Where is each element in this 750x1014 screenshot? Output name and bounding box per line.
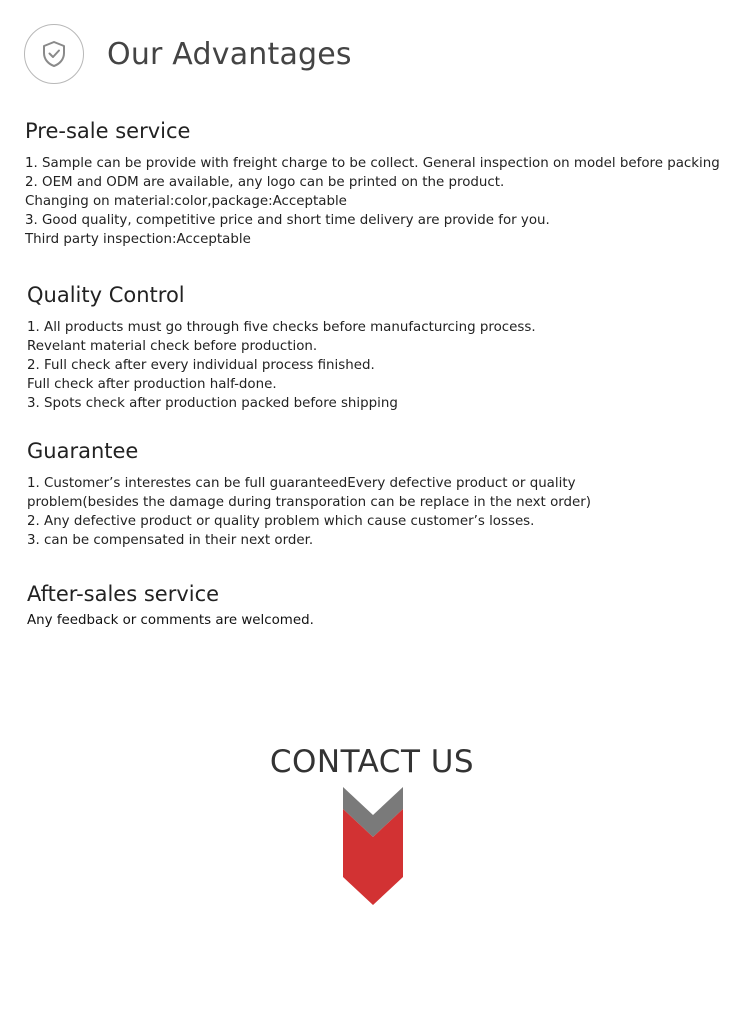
page-header — [24, 22, 352, 86]
section-body — [27, 611, 727, 630]
text-line: 3. can be compensated in their next order. — [27, 533, 314, 548]
section-heading: Pre-sale service — [25, 119, 191, 143]
text-line: 3. Spots check after production packed before shipping — [27, 396, 398, 411]
quality-control-section — [27, 281, 727, 413]
section-body — [27, 474, 727, 550]
text-line: problem(besides the damage during transporation can be replace in the next order) — [27, 495, 591, 510]
section-body — [27, 318, 727, 413]
text-line: 2. Any defective product or quality problem which cause customer’s losses. — [27, 514, 535, 529]
contact-title: CONTACT US — [269, 744, 475, 780]
section-heading: After-sales service — [27, 582, 220, 606]
shield-check-icon — [24, 24, 84, 84]
text-line: Third party inspection:Acceptable — [25, 232, 251, 247]
text-line: Revelant material check before production. — [27, 339, 318, 354]
section-heading: Quality Control — [27, 283, 185, 307]
text-line: Changing on material:color,package:Acceptable — [25, 194, 347, 209]
text-line: 1. Sample can be provide with freight charge to be collect. General inspection on model before packing — [25, 156, 720, 171]
contact-block — [0, 742, 750, 782]
section-body — [25, 154, 725, 249]
text-line: 2. OEM and ODM are available, any logo can be printed on the product. — [25, 175, 505, 190]
section-heading: Guarantee — [27, 439, 139, 463]
chevron-down-icon — [343, 787, 403, 907]
after-sales-section — [27, 580, 727, 630]
text-line: 2. Full check after every individual process finished. — [27, 358, 375, 373]
text-line: 1. Customer’s interestes can be full guaranteedEvery defective product or quality — [27, 476, 576, 491]
text-line: 1. All products must go through five checks before manufacturcing process. — [27, 320, 536, 335]
guarantee-section — [27, 437, 727, 550]
text-line: 3. Good quality, competitive price and short time delivery are provide for you. — [25, 213, 550, 228]
text-line: Any feedback or comments are welcomed. — [27, 613, 314, 628]
presale-section — [25, 117, 725, 249]
page-title: Our Advantages — [107, 36, 352, 72]
text-line: Full check after production half-done. — [27, 377, 277, 392]
